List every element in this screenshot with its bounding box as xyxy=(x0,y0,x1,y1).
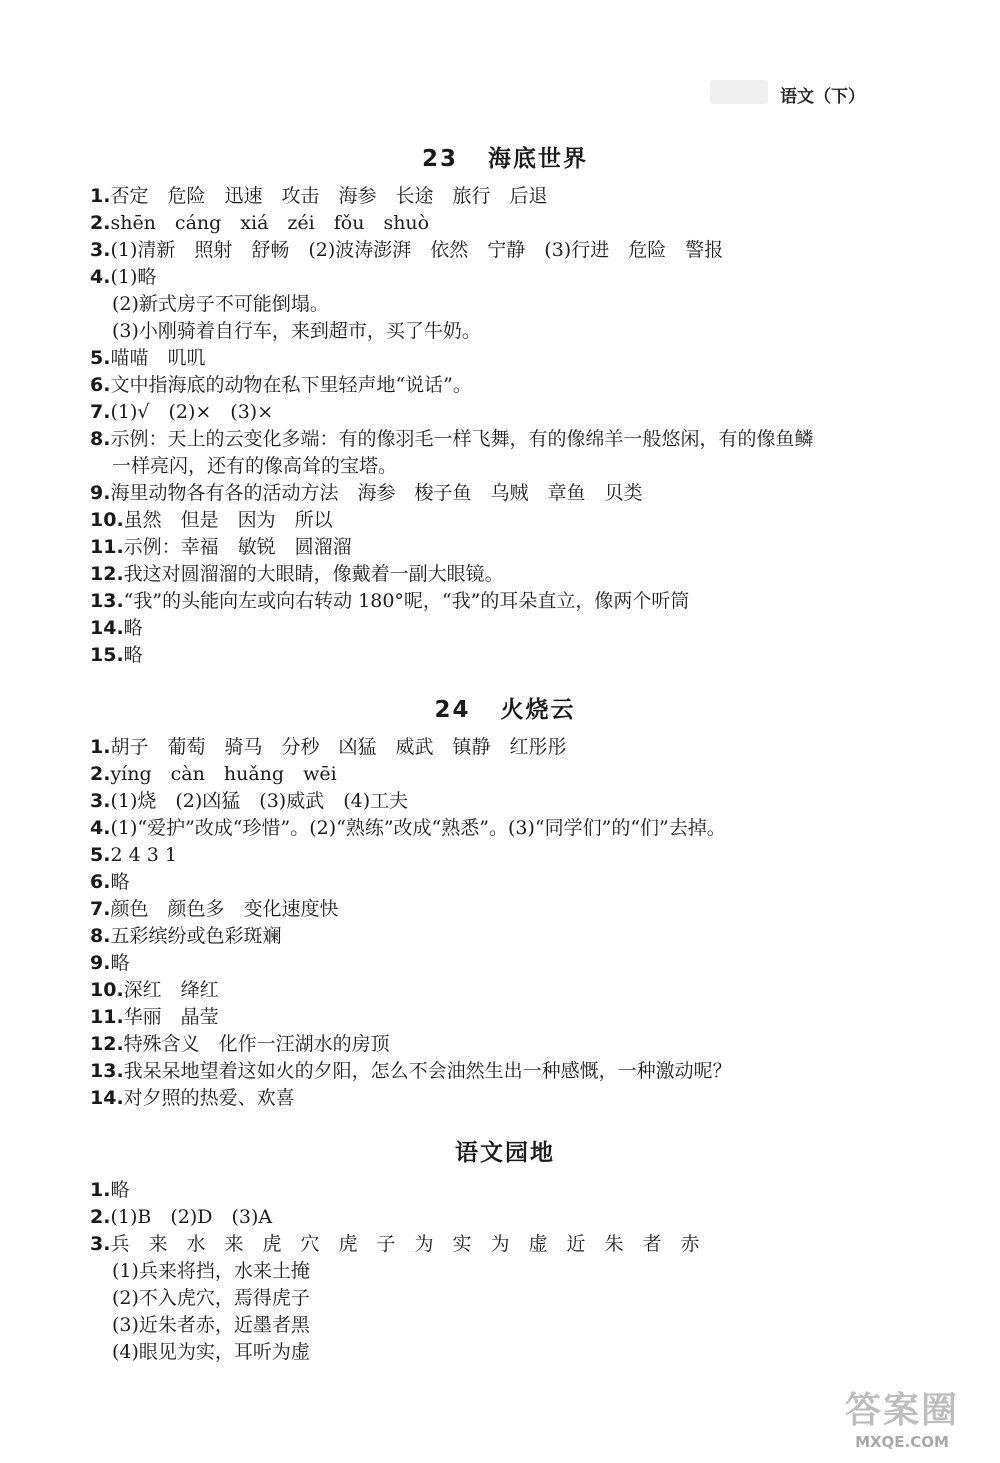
section-number: 23 xyxy=(421,146,458,172)
answer-line xyxy=(90,1339,920,1366)
question-number: 10. xyxy=(90,979,124,1001)
answer-line xyxy=(90,869,920,896)
answer-line xyxy=(90,1085,920,1112)
answer-line xyxy=(90,1285,920,1312)
answer-line xyxy=(90,561,920,588)
answer-text: (1)B (2)D (3)A xyxy=(110,1206,273,1228)
answer-line xyxy=(90,426,920,453)
answer-text: 略 xyxy=(110,1179,130,1201)
question-number: 11. xyxy=(90,536,124,558)
answer-text: 文中指海底的动物在私下里轻声地“说话”。 xyxy=(110,374,472,396)
answer-text: (4)眼见为实，耳听为虚 xyxy=(112,1341,310,1363)
question-number: 9. xyxy=(90,482,111,504)
answer-line xyxy=(90,615,920,642)
answer-line xyxy=(90,183,920,210)
answer-line xyxy=(90,372,920,399)
question-number: 3. xyxy=(90,1233,111,1255)
answer-line xyxy=(90,642,920,669)
question-number: 3. xyxy=(90,790,111,812)
header-logo-smudge xyxy=(710,80,768,104)
section-title xyxy=(90,140,920,173)
answer-line xyxy=(90,507,920,534)
answer-text: 虽然 但是 因为 所以 xyxy=(123,509,333,531)
question-number: 13. xyxy=(90,590,124,612)
question-number: 8. xyxy=(90,925,111,947)
answer-text: 否定 危险 迅速 攻击 海参 长途 旅行 后退 xyxy=(110,185,548,207)
question-number: 4. xyxy=(90,817,111,839)
answer-line xyxy=(90,1231,920,1258)
section-number: 24 xyxy=(434,697,471,723)
answer-line xyxy=(90,1031,920,1058)
question-number: 3. xyxy=(90,239,111,261)
answer-text: 特殊含义 化作一汪湖水的房顶 xyxy=(123,1033,390,1055)
answer-text: 示例：幸福 敏锐 圆溜溜 xyxy=(123,536,352,558)
answer-text: 对夕照的热爱、欢喜 xyxy=(123,1087,295,1109)
answer-text: 我这对圆溜溜的大眼睛，像戴着一副大眼镜。 xyxy=(123,563,504,585)
question-number: 13. xyxy=(90,1060,124,1082)
answer-text: 略 xyxy=(110,871,130,893)
answer-text: “我”的头能向左或向右转动 180°呢，“我”的耳朵直立，像两个听筒 xyxy=(123,590,690,612)
answer-content xyxy=(90,132,920,1366)
section-title-text: 海底世界 xyxy=(488,146,588,172)
question-number: 12. xyxy=(90,1033,124,1055)
answer-text: (1)兵来将挡，水来土掩 xyxy=(112,1260,310,1282)
question-number: 9. xyxy=(90,952,111,974)
answer-text: (3)近朱者赤，近墨者黑 xyxy=(112,1314,310,1336)
answer-line xyxy=(90,318,920,345)
answer-text: 略 xyxy=(123,644,143,666)
answer-line xyxy=(90,1004,920,1031)
question-number: 14. xyxy=(90,1087,124,1109)
question-number: 7. xyxy=(90,401,111,423)
answer-line xyxy=(90,1312,920,1339)
watermark-logo: 答案圈 xyxy=(844,1390,959,1431)
answer-text: yíng càn huǎng wēi xyxy=(110,763,337,785)
answer-line xyxy=(90,345,920,372)
answer-line xyxy=(90,1258,920,1285)
answer-text: (3)小刚骑着自行车，来到超市，买了牛奶。 xyxy=(112,320,481,342)
question-number: 2. xyxy=(90,1206,111,1228)
answer-text: shēn cáng xiá zéi fǒu shuò xyxy=(110,212,430,234)
watermark xyxy=(822,1382,982,1451)
question-number: 2. xyxy=(90,212,111,234)
question-number: 6. xyxy=(90,871,111,893)
answer-line xyxy=(90,291,920,318)
answer-line xyxy=(90,761,920,788)
section-gap xyxy=(90,669,920,683)
question-number: 2. xyxy=(90,763,111,785)
answer-text: (2)不入虎穴，焉得虎子 xyxy=(112,1287,310,1309)
section-title xyxy=(90,1134,920,1167)
answer-line xyxy=(90,1058,920,1085)
answer-line xyxy=(90,734,920,761)
answer-text: 深红 绛红 xyxy=(123,979,219,1001)
answer-line xyxy=(90,453,920,480)
answer-text: (1)清新 照射 舒畅 (2)波涛澎湃 依然 宁静 (3)行进 危险 警报 xyxy=(110,239,724,261)
answer-text: (1)烧 (2)凶猛 (3)威武 (4)工夫 xyxy=(110,790,409,812)
answer-text: 五彩缤纷或色彩斑斓 xyxy=(110,925,282,947)
answer-line xyxy=(90,950,920,977)
answer-text: 喵喵 叽叽 xyxy=(110,347,206,369)
page-header-subject: 语文（下） xyxy=(780,87,865,107)
answer-line xyxy=(90,264,920,291)
question-number: 10. xyxy=(90,509,124,531)
answer-text: (2)新式房子不可能倒塌。 xyxy=(112,293,329,315)
answer-line xyxy=(90,1204,920,1231)
answer-text: (1)“爱护”改成“珍惜”。(2)“熟练”改成“熟悉”。(3)“同学们”的“们”去掉。 xyxy=(110,817,726,839)
answer-line xyxy=(90,842,920,869)
answer-line xyxy=(90,977,920,1004)
answer-line xyxy=(90,896,920,923)
answer-line xyxy=(90,399,920,426)
answer-line xyxy=(90,788,920,815)
answer-text: 一样亮闪，还有的像高耸的宝塔。 xyxy=(112,455,398,477)
question-number: 1. xyxy=(90,1179,111,1201)
answer-text: 略 xyxy=(123,617,143,639)
answer-line xyxy=(90,237,920,264)
question-number: 1. xyxy=(90,736,111,758)
watermark-url: MXQE.COM xyxy=(855,1433,949,1451)
question-number: 4. xyxy=(90,266,111,288)
section-title-text: 火烧云 xyxy=(500,697,576,723)
question-number: 8. xyxy=(90,428,111,450)
answer-text: 胡子 葡萄 骑马 分秒 凶猛 威武 镇静 红彤彤 xyxy=(110,736,567,758)
section-title xyxy=(90,691,920,724)
answer-line xyxy=(90,588,920,615)
answer-line xyxy=(90,480,920,507)
question-number: 14. xyxy=(90,617,124,639)
answer-text: 略 xyxy=(110,952,130,974)
question-number: 1. xyxy=(90,185,111,207)
answer-line xyxy=(90,923,920,950)
answer-text: 兵 来 水 来 虎 穴 虎 子 为 实 为 虚 近 朱 者 赤 xyxy=(110,1233,700,1255)
question-number: 6. xyxy=(90,374,111,396)
answer-text: 海里动物各有各的活动方法 海参 梭子鱼 乌贼 章鱼 贝类 xyxy=(110,482,643,504)
question-number: 12. xyxy=(90,563,124,585)
question-number: 15. xyxy=(90,644,124,666)
answer-text: (1)略 xyxy=(110,266,157,288)
question-number: 5. xyxy=(90,347,111,369)
answer-line xyxy=(90,210,920,237)
section-gap xyxy=(90,1112,920,1126)
answer-text: 华丽 晶莹 xyxy=(123,1006,219,1028)
question-number: 5. xyxy=(90,844,111,866)
answer-text: 颜色 颜色多 变化速度快 xyxy=(110,898,339,920)
answer-text: 2 4 3 1 xyxy=(110,844,177,866)
question-number: 7. xyxy=(90,898,111,920)
question-number: 11. xyxy=(90,1006,124,1028)
answer-text: (1)√ (2)× (3)× xyxy=(110,401,274,423)
answer-line xyxy=(90,815,920,842)
answer-text: 示例：天上的云变化多端：有的像羽毛一样飞舞，有的像绵羊一般悠闲，有的像鱼鳞 xyxy=(110,428,814,450)
answer-text: 我呆呆地望着这如火的夕阳，怎么不会油然生出一种感慨，一种激动呢？ xyxy=(123,1060,732,1082)
answer-line xyxy=(90,534,920,561)
section-title-text: 语文园地 xyxy=(455,1140,555,1166)
answer-line xyxy=(90,1177,920,1204)
